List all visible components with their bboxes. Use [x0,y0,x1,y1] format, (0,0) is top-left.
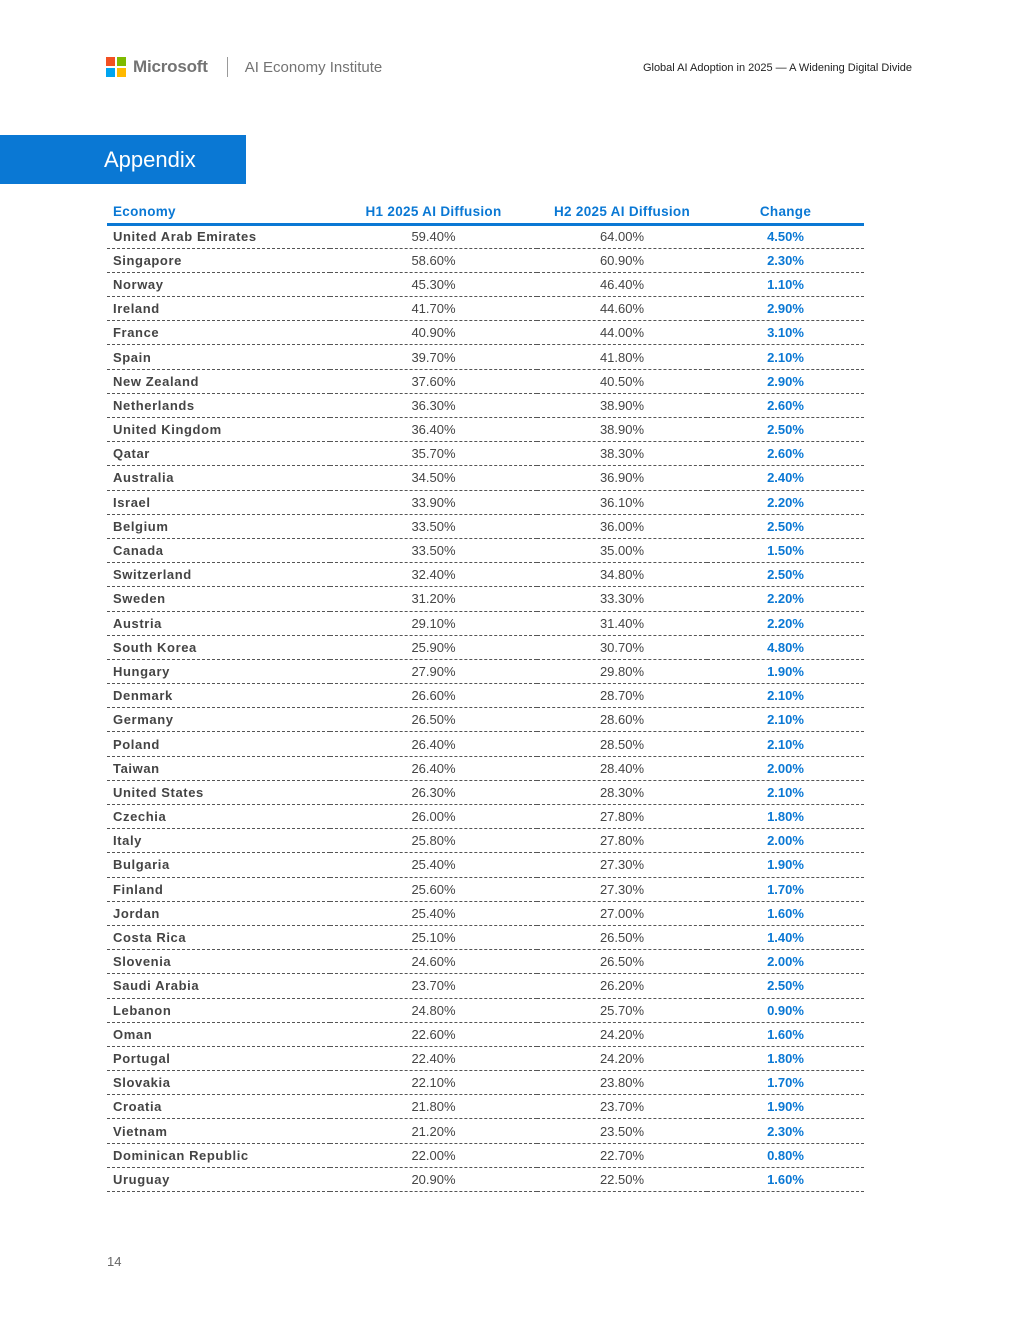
table-row [107,732,864,756]
economy-cell: Norway [107,272,330,296]
h1-diffusion-cell: 22.40% [330,1046,537,1070]
h1-diffusion-cell: 25.10% [330,925,537,949]
change-cell: 1.40% [707,925,864,949]
change-cell: 2.20% [707,490,864,514]
h2-diffusion-cell: 44.60% [537,297,707,321]
h2-diffusion-cell: 44.00% [537,321,707,345]
table-row [107,1071,864,1095]
h1-diffusion-cell: 24.60% [330,950,537,974]
h1-diffusion-cell: 25.40% [330,853,537,877]
column-header-h1: H1 2025 AI Diffusion [330,200,537,224]
column-header-change: Change [707,200,864,224]
h2-diffusion-cell: 35.00% [537,538,707,562]
change-cell: 2.60% [707,442,864,466]
table-row [107,829,864,853]
column-header-h2: H2 2025 AI Diffusion [537,200,707,224]
change-cell: 1.60% [707,901,864,925]
change-cell: 2.10% [707,345,864,369]
h2-diffusion-cell: 29.80% [537,659,707,683]
logo-square-blue [106,68,115,77]
h2-diffusion-cell: 27.80% [537,829,707,853]
table-row [107,466,864,490]
h1-diffusion-cell: 21.20% [330,1119,537,1143]
h2-diffusion-cell: 36.00% [537,514,707,538]
change-cell: 4.80% [707,635,864,659]
h1-diffusion-cell: 26.60% [330,684,537,708]
change-cell: 1.10% [707,272,864,296]
economy-cell: Slovakia [107,1071,330,1095]
economy-cell: Slovenia [107,950,330,974]
change-cell: 2.10% [707,780,864,804]
h1-diffusion-cell: 26.50% [330,708,537,732]
table-row [107,272,864,296]
change-cell: 1.90% [707,1095,864,1119]
h1-diffusion-cell: 22.60% [330,1022,537,1046]
table-row [107,587,864,611]
economy-cell: Costa Rica [107,925,330,949]
change-cell: 2.10% [707,732,864,756]
h1-diffusion-cell: 25.90% [330,635,537,659]
h1-diffusion-cell: 26.30% [330,780,537,804]
economy-cell: United Arab Emirates [107,224,330,248]
h2-diffusion-cell: 34.80% [537,563,707,587]
change-cell: 2.50% [707,418,864,442]
economy-cell: Australia [107,466,330,490]
h1-diffusion-cell: 22.00% [330,1143,537,1167]
h2-diffusion-cell: 22.50% [537,1167,707,1191]
economy-cell: Netherlands [107,393,330,417]
change-cell: 1.60% [707,1022,864,1046]
economy-cell: Vietnam [107,1119,330,1143]
table-row [107,418,864,442]
h1-diffusion-cell: 27.90% [330,659,537,683]
economy-cell: Poland [107,732,330,756]
economy-cell: Austria [107,611,330,635]
h2-diffusion-cell: 27.30% [537,853,707,877]
header-brand [106,55,382,79]
h2-diffusion-cell: 28.30% [537,780,707,804]
h2-diffusion-cell: 24.20% [537,1046,707,1070]
table-row [107,877,864,901]
h2-diffusion-cell: 30.70% [537,635,707,659]
economy-cell: Denmark [107,684,330,708]
change-cell: 2.50% [707,514,864,538]
table-row [107,901,864,925]
economy-cell: Dominican Republic [107,1143,330,1167]
h2-diffusion-cell: 40.50% [537,369,707,393]
h1-diffusion-cell: 26.00% [330,805,537,829]
header-divider [227,57,228,77]
h2-diffusion-cell: 36.90% [537,466,707,490]
h2-diffusion-cell: 24.20% [537,1022,707,1046]
h2-diffusion-cell: 41.80% [537,345,707,369]
table-row [107,1095,864,1119]
document-title: Global AI Adoption in 2025 — A Widening Digital Divide [642,62,912,74]
h1-diffusion-cell: 31.20% [330,587,537,611]
h2-diffusion-cell: 36.10% [537,490,707,514]
h2-diffusion-cell: 28.70% [537,684,707,708]
change-cell: 1.60% [707,1167,864,1191]
table-row [107,684,864,708]
h2-diffusion-cell: 31.40% [537,611,707,635]
h1-diffusion-cell: 39.70% [330,345,537,369]
h2-diffusion-cell: 28.50% [537,732,707,756]
change-cell: 2.00% [707,829,864,853]
change-cell: 1.90% [707,853,864,877]
h1-diffusion-cell: 24.80% [330,998,537,1022]
h1-diffusion-cell: 32.40% [330,563,537,587]
h1-diffusion-cell: 33.50% [330,514,537,538]
h2-diffusion-cell: 38.90% [537,393,707,417]
h1-diffusion-cell: 41.70% [330,297,537,321]
h2-diffusion-cell: 25.70% [537,998,707,1022]
economy-cell: Croatia [107,1095,330,1119]
table-row [107,1046,864,1070]
table-row [107,369,864,393]
h1-diffusion-cell: 29.10% [330,611,537,635]
h1-diffusion-cell: 33.90% [330,490,537,514]
logo-square-yellow [117,68,126,77]
change-cell: 2.10% [707,708,864,732]
table-row [107,321,864,345]
change-cell: 2.50% [707,563,864,587]
h2-diffusion-cell: 27.30% [537,877,707,901]
h2-diffusion-cell: 38.30% [537,442,707,466]
table-row [107,393,864,417]
h2-diffusion-cell: 60.90% [537,248,707,272]
h1-diffusion-cell: 26.40% [330,732,537,756]
table-row [107,1022,864,1046]
change-cell: 4.50% [707,224,864,248]
h2-diffusion-cell: 33.30% [537,587,707,611]
economy-cell: Israel [107,490,330,514]
h1-diffusion-cell: 35.70% [330,442,537,466]
h2-diffusion-cell: 27.00% [537,901,707,925]
change-cell: 2.00% [707,756,864,780]
h2-diffusion-cell: 46.40% [537,272,707,296]
change-cell: 2.40% [707,466,864,490]
h2-diffusion-cell: 26.50% [537,950,707,974]
table-row [107,1143,864,1167]
change-cell: 2.20% [707,611,864,635]
economy-cell: Saudi Arabia [107,974,330,998]
column-header-economy: Economy [107,200,330,224]
change-cell: 2.60% [707,393,864,417]
change-cell: 1.70% [707,877,864,901]
h1-diffusion-cell: 23.70% [330,974,537,998]
table-row [107,345,864,369]
economy-cell: Belgium [107,514,330,538]
economy-cell: Taiwan [107,756,330,780]
page-number: 14 [107,1254,122,1269]
economy-cell: Hungary [107,659,330,683]
economy-cell: United Kingdom [107,418,330,442]
table-row [107,297,864,321]
table-row [107,780,864,804]
economy-cell: Italy [107,829,330,853]
table-row [107,1167,864,1191]
economy-cell: Singapore [107,248,330,272]
economy-cell: Lebanon [107,998,330,1022]
h1-diffusion-cell: 22.10% [330,1071,537,1095]
table-row [107,925,864,949]
table-row [107,563,864,587]
h2-diffusion-cell: 22.70% [537,1143,707,1167]
economy-cell: Finland [107,877,330,901]
h1-diffusion-cell: 59.40% [330,224,537,248]
economy-cell: Uruguay [107,1167,330,1191]
ai-diffusion-table [107,200,864,1192]
economy-cell: Qatar [107,442,330,466]
table-header-row [107,200,864,224]
h1-diffusion-cell: 25.40% [330,901,537,925]
h2-diffusion-cell: 26.20% [537,974,707,998]
change-cell: 2.90% [707,297,864,321]
microsoft-logo-icon [106,57,126,77]
logo-square-red [106,57,115,66]
logo-square-green [117,57,126,66]
h1-diffusion-cell: 21.80% [330,1095,537,1119]
economy-cell: Canada [107,538,330,562]
change-cell: 1.80% [707,1046,864,1070]
change-cell: 2.90% [707,369,864,393]
section-banner: Appendix [0,135,246,184]
h2-diffusion-cell: 28.60% [537,708,707,732]
economy-cell: Sweden [107,587,330,611]
economy-cell: Jordan [107,901,330,925]
h1-diffusion-cell: 36.40% [330,418,537,442]
table-row [107,708,864,732]
economy-cell: Czechia [107,805,330,829]
h2-diffusion-cell: 27.80% [537,805,707,829]
economy-cell: Ireland [107,297,330,321]
economy-cell: Spain [107,345,330,369]
table-row [107,974,864,998]
h1-diffusion-cell: 40.90% [330,321,537,345]
table-row [107,998,864,1022]
economy-cell: South Korea [107,635,330,659]
economy-cell: United States [107,780,330,804]
h1-diffusion-cell: 58.60% [330,248,537,272]
change-cell: 2.50% [707,974,864,998]
table-row [107,950,864,974]
change-cell: 0.80% [707,1143,864,1167]
economy-cell: Bulgaria [107,853,330,877]
h2-diffusion-cell: 28.40% [537,756,707,780]
change-cell: 2.20% [707,587,864,611]
h2-diffusion-cell: 23.50% [537,1119,707,1143]
h2-diffusion-cell: 23.70% [537,1095,707,1119]
economy-cell: Switzerland [107,563,330,587]
table-row [107,611,864,635]
table-row [107,442,864,466]
h1-diffusion-cell: 25.80% [330,829,537,853]
h1-diffusion-cell: 36.30% [330,393,537,417]
change-cell: 2.00% [707,950,864,974]
change-cell: 0.90% [707,998,864,1022]
h1-diffusion-cell: 25.60% [330,877,537,901]
h2-diffusion-cell: 26.50% [537,925,707,949]
h2-diffusion-cell: 23.80% [537,1071,707,1095]
table-row [107,224,864,248]
table-row [107,659,864,683]
h1-diffusion-cell: 37.60% [330,369,537,393]
change-cell: 3.10% [707,321,864,345]
change-cell: 2.10% [707,684,864,708]
table-body [107,224,864,1192]
table-row [107,248,864,272]
h1-diffusion-cell: 26.40% [330,756,537,780]
change-cell: 1.50% [707,538,864,562]
economy-cell: Germany [107,708,330,732]
h2-diffusion-cell: 38.90% [537,418,707,442]
h1-diffusion-cell: 45.30% [330,272,537,296]
economy-cell: France [107,321,330,345]
h1-diffusion-cell: 33.50% [330,538,537,562]
economy-cell: New Zealand [107,369,330,393]
h2-diffusion-cell: 64.00% [537,224,707,248]
table-row [107,805,864,829]
institute-name: AI Economy Institute [244,58,383,76]
table-row [107,490,864,514]
change-cell: 2.30% [707,248,864,272]
brand-name: Microsoft [133,57,208,76]
economy-cell: Portugal [107,1046,330,1070]
table-row [107,756,864,780]
table-row [107,538,864,562]
h1-diffusion-cell: 34.50% [330,466,537,490]
table-row [107,635,864,659]
change-cell: 1.70% [707,1071,864,1095]
table-row [107,514,864,538]
table-row [107,853,864,877]
change-cell: 1.90% [707,659,864,683]
change-cell: 1.80% [707,805,864,829]
economy-cell: Oman [107,1022,330,1046]
table-row [107,1119,864,1143]
change-cell: 2.30% [707,1119,864,1143]
h1-diffusion-cell: 20.90% [330,1167,537,1191]
